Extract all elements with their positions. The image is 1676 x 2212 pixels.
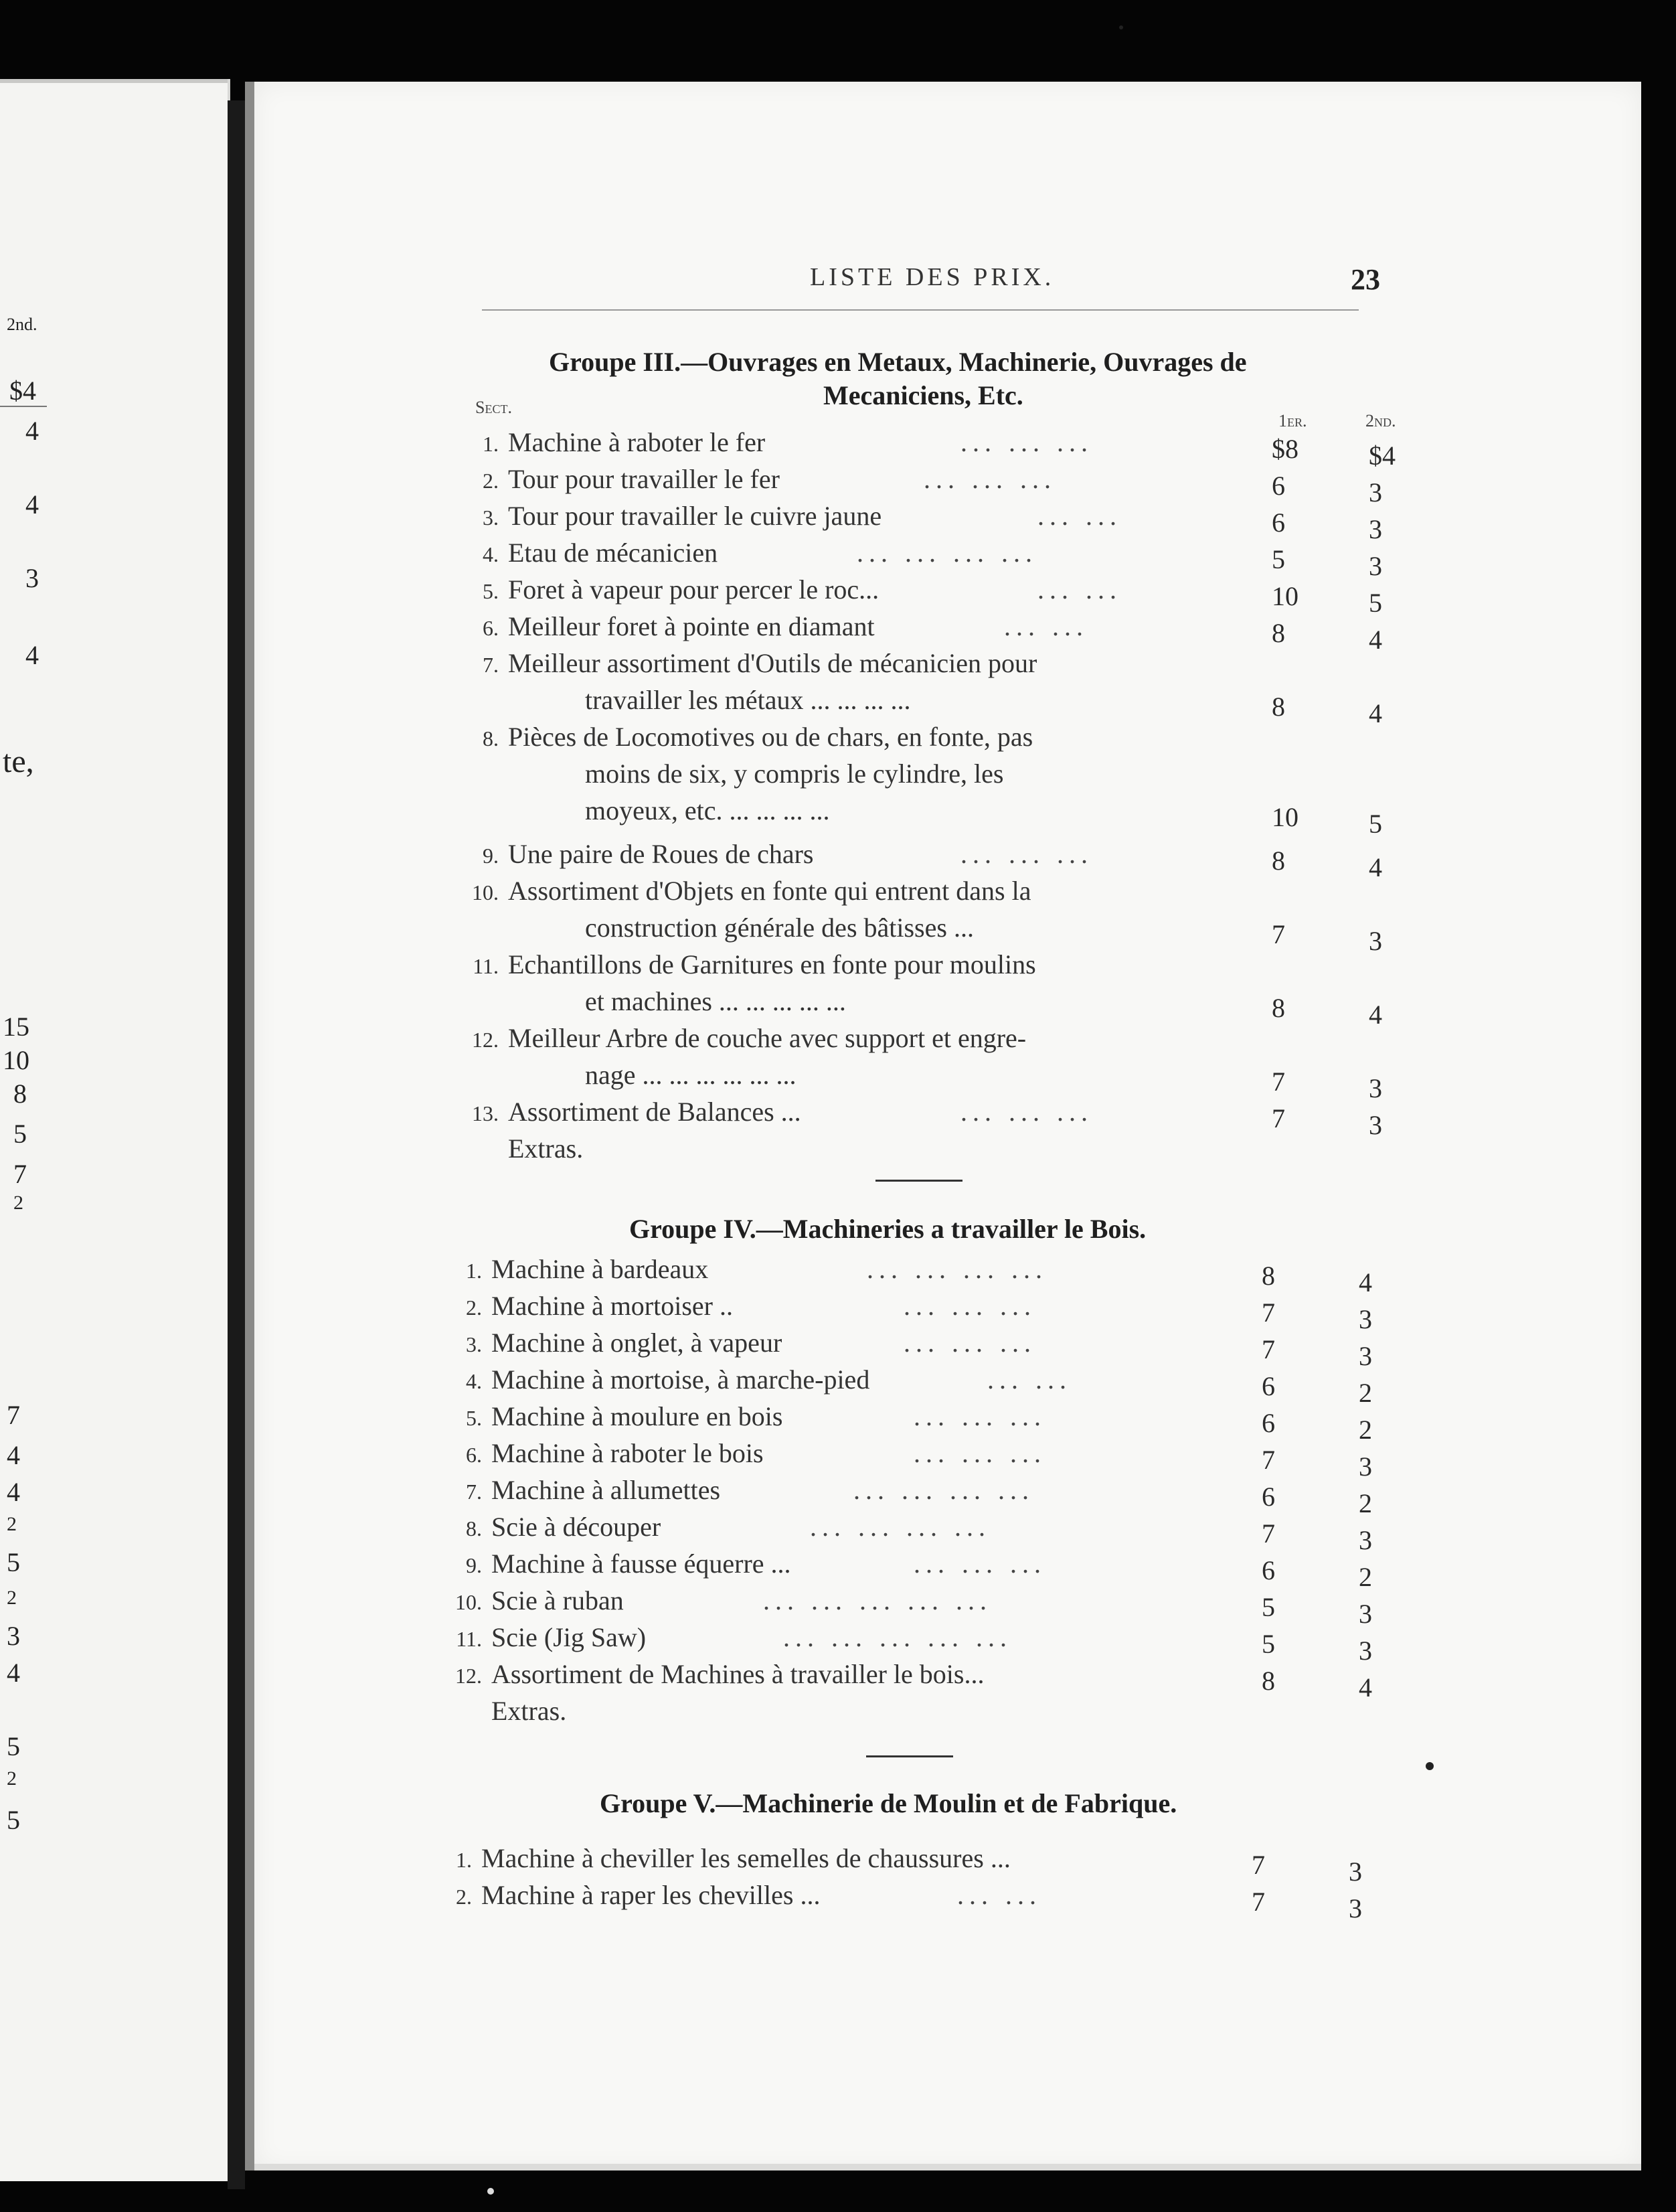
first-prize-value: 6 <box>1262 1408 1275 1438</box>
section-number: 5. <box>483 579 499 603</box>
list-item <box>445 463 780 495</box>
second-prize-value: 5 <box>1369 588 1382 618</box>
item-label: Pièces de Locomotives ou de chars, en fonte, pas <box>508 722 1033 752</box>
section-number: 13. <box>472 1101 499 1125</box>
prev-page-fragment: 7 <box>7 1400 20 1430</box>
first-prize-value: 7 <box>1272 919 1285 949</box>
item-label: Machine à onglet, à vapeur <box>491 1328 782 1358</box>
first-prize-value: 7 <box>1262 1518 1275 1549</box>
list-item <box>445 1022 1026 1054</box>
section-number: 8. <box>483 726 499 750</box>
list-item <box>418 1879 820 1911</box>
prev-page-fragment: 4 <box>7 1658 20 1688</box>
list-item <box>428 1548 791 1579</box>
second-prize-value: 3 <box>1359 1525 1372 1555</box>
list-item <box>445 838 813 870</box>
second-prize-value: 3 <box>1369 514 1382 544</box>
leader-dots: ... ... ... <box>904 1328 1036 1358</box>
item-label: Scie (Jig Saw) <box>491 1622 647 1652</box>
book-page <box>245 82 1641 2170</box>
list-item <box>428 1401 782 1432</box>
prev-page-fragment: 3 <box>25 563 39 593</box>
item-label: Scie à ruban <box>491 1585 624 1615</box>
second-prize-value: 4 <box>1359 1267 1372 1297</box>
first-prize-value: 6 <box>1272 471 1285 501</box>
prev-page-fragment: 4 <box>25 489 39 520</box>
item-label: Assortiment de Machines à travailler le bois... <box>491 1659 985 1689</box>
item-label: Foret à vapeur pour percer le roc... <box>508 574 879 605</box>
leader-dots: ... ... ... ... <box>857 538 1037 568</box>
section-number: 5. <box>466 1406 482 1430</box>
leader-dots: ... ... <box>1037 501 1122 531</box>
first-prize-value: 6 <box>1262 1371 1275 1401</box>
first-prize-value: 10 <box>1272 802 1298 832</box>
item-label: Tour pour travailler le cuivre jaune <box>508 501 882 531</box>
item-label: Meilleur Arbre de couche avec support et engre- <box>508 1023 1027 1053</box>
second-prize-value: 4 <box>1369 1000 1382 1030</box>
section-number: 1. <box>483 432 499 456</box>
first-prize-value: 8 <box>1272 618 1285 648</box>
prev-page-fragment: te, <box>3 744 34 779</box>
prev-page-fragment: 2 <box>13 1192 23 1214</box>
group-3-title-line1: Groupe III.—Ouvrages en Metaux, Machinerie, Ouvrages de <box>549 347 1247 377</box>
previous-page-fragment <box>0 79 230 2181</box>
section-number: 9. <box>483 844 499 868</box>
list-item <box>445 574 879 605</box>
leader-dots: ... ... ... ... <box>810 1512 991 1542</box>
item-label: Meilleur foret à pointe en diamant <box>508 611 875 641</box>
first-prize-value: 7 <box>1272 1066 1285 1097</box>
second-prize-value: 3 <box>1369 926 1382 956</box>
section-number: 3. <box>483 505 499 530</box>
group-5-title: Groupe V.—Machinerie de Moulin et de Fabrique. <box>600 1788 1177 1818</box>
list-item <box>428 1364 869 1395</box>
list-item <box>445 647 1037 679</box>
first-prize-value: 5 <box>1262 1629 1275 1659</box>
item-label: Machine à bardeaux <box>491 1254 709 1284</box>
leader-dots: ... ... ... ... ... <box>763 1585 992 1615</box>
second-prize-value: 3 <box>1369 1110 1382 1140</box>
item-label: Machine à cheviller les semelles de chaussures ... <box>481 1843 1011 1873</box>
item-label: Machine à allumettes <box>491 1475 721 1505</box>
section-number: 7. <box>483 653 499 677</box>
leader-dots: ... ... ... <box>960 427 1093 457</box>
second-prize-value: 3 <box>1359 1304 1372 1334</box>
first-prize-value: 5 <box>1272 544 1285 574</box>
section-number: 2. <box>466 1295 482 1320</box>
section-separator <box>875 1180 962 1182</box>
second-prize-value: 4 <box>1369 698 1382 728</box>
running-head: LISTE DES PRIX. <box>810 263 1055 291</box>
leader-dots: ... ... ... <box>960 839 1093 869</box>
section-number: 7. <box>466 1480 482 1504</box>
item-label: Machine à fausse équerre ... <box>491 1549 791 1579</box>
prev-page-fragment: 2 <box>7 1587 17 1609</box>
item-label: Tour pour travailler le fer <box>508 464 780 494</box>
item-label: Machine à raper les chevilles ... <box>481 1880 821 1910</box>
first-prize-value: 7 <box>1262 1334 1275 1364</box>
prev-page-fragment: 7 <box>13 1159 27 1189</box>
prev-page-fragment: 4 <box>7 1477 20 1507</box>
leader-dots: ... ... ... <box>904 1291 1036 1321</box>
list-item <box>428 1658 984 1690</box>
item-label: Scie à découper <box>491 1512 661 1542</box>
item-label: Meilleur assortiment d'Outils de mécanicien pour <box>508 648 1037 678</box>
first-prize-value: 8 <box>1272 993 1285 1023</box>
leader-dots: ... ... ... ... <box>867 1254 1048 1284</box>
leader-dots: ... ... ... <box>914 1438 1046 1468</box>
section-number: 2. <box>456 1885 472 1909</box>
leader-dots: ... ... <box>957 1880 1041 1910</box>
second-prize-value: 3 <box>1359 1599 1372 1629</box>
list-item <box>445 500 882 532</box>
section-number: 10. <box>472 880 499 904</box>
list-item <box>428 1327 782 1358</box>
prev-page-fragment: 5 <box>7 1547 20 1577</box>
item-label: Etau de mécanicien <box>508 538 718 568</box>
list-item <box>428 1622 646 1653</box>
prev-page-fragment: 5 <box>7 1805 20 1835</box>
second-prize-value: $4 <box>1369 441 1396 471</box>
first-prize-value: 8 <box>1272 692 1285 722</box>
section-number: 9. <box>466 1553 482 1577</box>
second-prize-header: 2nd. <box>1365 411 1396 430</box>
first-prize-value: 7 <box>1252 1887 1265 1917</box>
first-prize-value: 8 <box>1262 1261 1275 1291</box>
list-item <box>428 1253 708 1285</box>
group-4-title: Groupe IV.—Machineries a travailler le Bois. <box>629 1214 1147 1244</box>
list-item <box>445 1133 583 1164</box>
first-prize-value: 8 <box>1272 846 1285 876</box>
list-item <box>445 426 765 458</box>
leader-dots: ... ... ... ... ... <box>783 1622 1012 1652</box>
header-rule <box>482 309 1359 311</box>
section-number: 8. <box>466 1516 482 1540</box>
section-number: 10. <box>455 1590 482 1614</box>
second-prize-value: 4 <box>1359 1672 1372 1703</box>
prev-page-fragment: $4 <box>9 376 36 406</box>
list-item <box>428 1585 624 1616</box>
second-prize-value: 3 <box>1369 551 1382 581</box>
group-3-title-line2: Mecaniciens, Etc. <box>823 380 1023 410</box>
item-label-continued: nage ... ... ... ... ... ... <box>585 1060 797 1090</box>
list-item <box>445 721 1033 753</box>
section-number: 11. <box>456 1627 482 1651</box>
second-prize-value: 4 <box>1369 625 1382 655</box>
prev-page-fragment: 3 <box>7 1621 20 1651</box>
second-prize-value: 3 <box>1369 1073 1382 1103</box>
prev-page-fragment: 10 <box>3 1045 29 1075</box>
first-prize-value: 6 <box>1272 507 1285 538</box>
section-number: 6. <box>483 616 499 640</box>
section-number: 4. <box>483 542 499 566</box>
second-prize-value: 3 <box>1349 1893 1362 1923</box>
prev-page-fragment: 2 <box>7 1513 17 1535</box>
ink-speck <box>1426 1762 1434 1770</box>
item-label-continued: moins de six, y compris le cylindre, les <box>585 759 1004 789</box>
page-edge <box>0 79 228 83</box>
second-prize-value: 3 <box>1359 1341 1372 1371</box>
list-item <box>445 537 718 568</box>
first-prize-value: 5 <box>1262 1592 1275 1622</box>
page-number: 23 <box>1351 263 1380 296</box>
section-number: 12. <box>472 1028 499 1052</box>
prev-page-fragment: 8 <box>13 1079 27 1109</box>
list-item <box>428 1437 764 1469</box>
leader-dots: ... ... <box>987 1364 1072 1395</box>
item-label-continued: travailler les métaux ... ... ... ... <box>585 685 911 715</box>
ink-speck <box>487 2188 494 2195</box>
section-number: 11. <box>473 954 499 978</box>
first-prize-value: 8 <box>1262 1666 1275 1696</box>
item-label: Machine à mortoiser .. <box>491 1291 733 1321</box>
prev-page-fragment: 4 <box>7 1440 20 1470</box>
second-prize-value: 3 <box>1369 477 1382 507</box>
second-prize-value: 3 <box>1349 1856 1362 1887</box>
leader-dots: ... ... ... <box>914 1549 1046 1579</box>
item-label: Assortiment d'Objets en fonte qui entrent dans la <box>508 876 1031 906</box>
book-gutter <box>228 100 245 2189</box>
item-label: Assortiment de Balances ... <box>508 1097 801 1127</box>
list-item <box>418 1842 1011 1874</box>
item-label-continued: construction générale des bâtisses ... <box>585 913 974 943</box>
prev-page-fragment: 5 <box>7 1731 20 1761</box>
section-number: 3. <box>466 1332 482 1356</box>
list-item <box>445 611 875 642</box>
first-prize-value: 7 <box>1262 1445 1275 1475</box>
section-number: 2. <box>483 469 499 493</box>
item-label: Une paire de Roues de chars <box>508 839 814 869</box>
leader-dots: ... ... <box>1037 574 1122 605</box>
list-item <box>445 949 1036 980</box>
page-edge <box>254 2164 1641 2170</box>
item-label: Extras. <box>491 1696 567 1726</box>
second-prize-value: 4 <box>1369 852 1382 882</box>
leader-dots: ... ... <box>1004 611 1088 641</box>
list-item <box>428 1290 733 1322</box>
section-separator <box>866 1755 953 1757</box>
item-label: Extras. <box>508 1133 584 1164</box>
prev-page-fragment: 4 <box>25 416 39 446</box>
item-label: Machine à raboter le bois <box>491 1438 764 1468</box>
second-prize-value: 3 <box>1359 1636 1372 1666</box>
second-prize-value: 5 <box>1369 809 1382 839</box>
leader-dots: ... ... ... ... <box>853 1475 1034 1505</box>
item-label: Machine à mortoise, à marche-pied <box>491 1364 870 1395</box>
list-item <box>428 1474 720 1506</box>
section-number: 1. <box>456 1848 472 1872</box>
item-label-continued: moyeux, etc. ... ... ... ... <box>585 795 830 825</box>
leader-dots: ... ... ... <box>960 1097 1093 1127</box>
second-prize-value: 2 <box>1359 1415 1372 1445</box>
item-label: Machine à raboter le fer <box>508 427 766 457</box>
second-prize-value: 3 <box>1359 1451 1372 1482</box>
first-prize-value: 6 <box>1262 1555 1275 1585</box>
first-prize-value: 7 <box>1252 1850 1265 1880</box>
item-label-continued: et machines ... ... ... ... ... <box>585 986 846 1016</box>
second-prize-value: 2 <box>1359 1562 1372 1592</box>
item-label: Echantillons de Garnitures en fonte pour moulins <box>508 949 1036 979</box>
list-item <box>428 1511 661 1543</box>
list-item <box>445 875 1031 906</box>
section-number: 1. <box>466 1259 482 1283</box>
section-number: 12. <box>455 1664 482 1688</box>
sect-label: Sect. <box>475 398 512 417</box>
prev-page-fragment: 5 <box>13 1119 27 1149</box>
prev-page-fragment: 4 <box>25 640 39 670</box>
first-prize-value: 7 <box>1262 1297 1275 1328</box>
first-prize-header: 1er. <box>1278 411 1307 430</box>
item-label: Machine à moulure en bois <box>491 1401 783 1431</box>
first-prize-value: 6 <box>1262 1482 1275 1512</box>
section-number: 4. <box>466 1369 482 1393</box>
first-prize-value: 7 <box>1272 1103 1285 1133</box>
first-prize-value: 10 <box>1272 581 1298 611</box>
prev-page-fragment: 2nd. <box>7 315 37 334</box>
list-item <box>445 1096 801 1127</box>
prev-page-fragment: 15 <box>3 1012 29 1042</box>
prev-page-fragment: 2 <box>7 1767 17 1790</box>
list-item <box>428 1695 566 1727</box>
ink-speck <box>1119 25 1123 29</box>
leader-dots: ... ... ... <box>914 1401 1046 1431</box>
second-prize-value: 2 <box>1359 1488 1372 1518</box>
second-prize-value: 2 <box>1359 1378 1372 1408</box>
first-prize-value: $8 <box>1272 434 1298 464</box>
leader-dots: ... ... ... <box>924 464 1056 494</box>
section-number: 6. <box>466 1443 482 1467</box>
